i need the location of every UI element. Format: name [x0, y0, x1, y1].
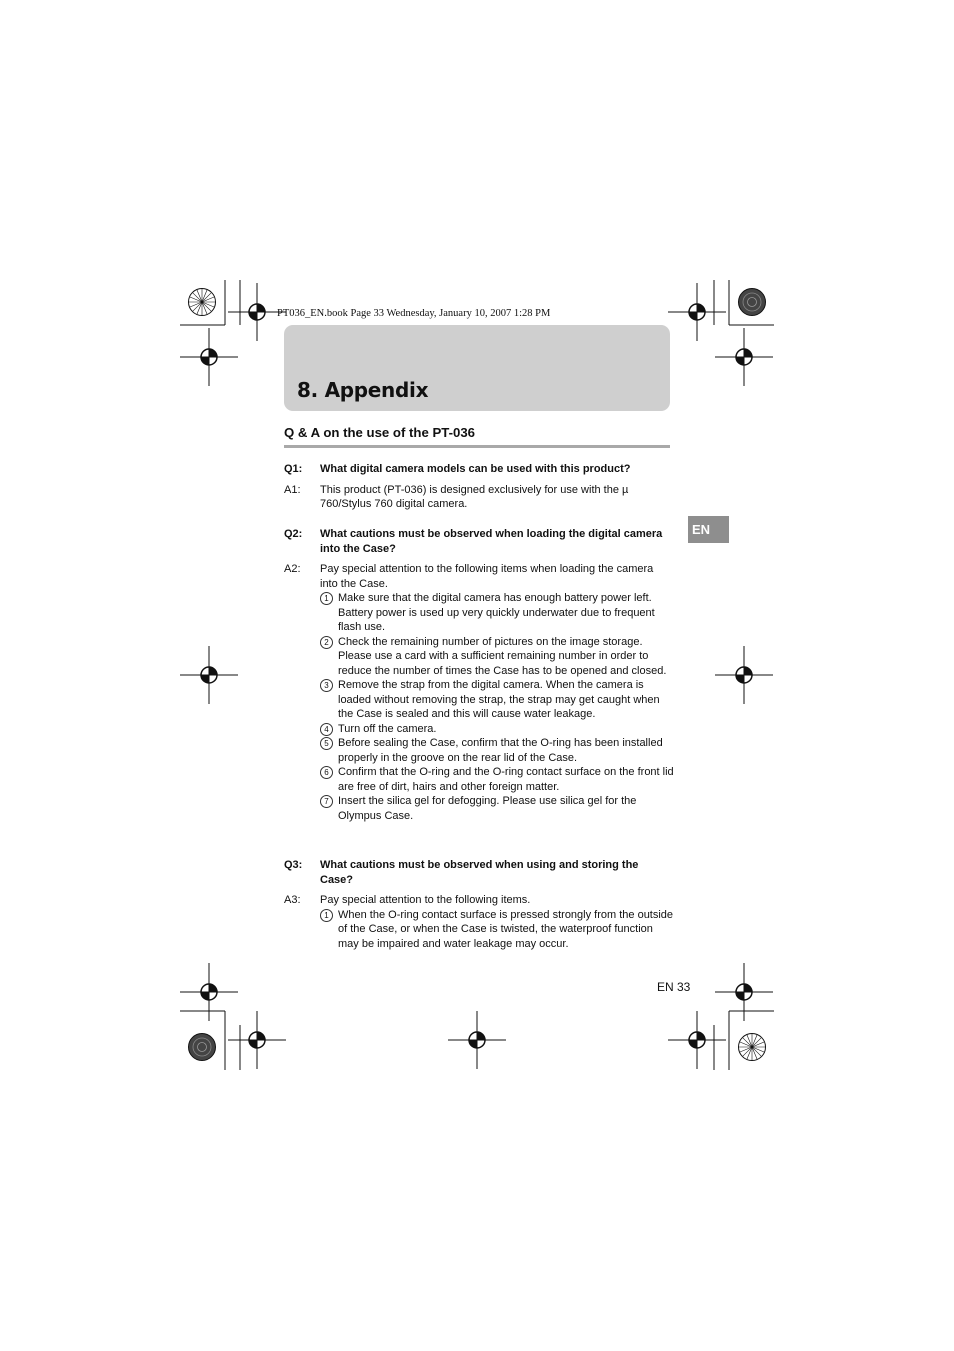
- item-number: 1: [320, 909, 333, 922]
- question-text: What cautions must be observed when using and storing the Case?: [320, 859, 639, 886]
- answer-label: A1:: [284, 483, 301, 496]
- qa-block-1: [284, 462, 674, 512]
- question-label: Q1:: [284, 463, 303, 475]
- question-text: What cautions must be observed when loading the digital camera into the Case?: [320, 528, 663, 555]
- list-item: [284, 736, 674, 765]
- language-tab: EN: [688, 516, 729, 543]
- item-text: When the O-ring contact surface is pressed strongly from the outside of the Case, or when the Case is twisted, the waterproof function may be impaired and water leakage may occur.: [338, 908, 674, 950]
- answer: [284, 893, 674, 908]
- answer-text: Pay special attention to the following items.: [320, 894, 531, 906]
- question: [284, 462, 674, 477]
- item-number: 7: [320, 795, 333, 808]
- item-text: Before sealing the Case, confirm that the O-ring has been installed properly in the groove on the rear lid of the Case.: [338, 737, 663, 764]
- item-number: 2: [320, 636, 333, 649]
- question: [284, 858, 674, 887]
- qa-block-3: [284, 858, 674, 951]
- item-number: 4: [320, 723, 333, 736]
- chapter-banner: [284, 325, 670, 411]
- list-item: [284, 591, 674, 635]
- list-item: [284, 794, 674, 823]
- item-text: Confirm that the O-ring and the O-ring contact surface on the front lid are free of dirt, hairs and other foreign matter.: [338, 766, 674, 793]
- answer: [284, 562, 674, 591]
- answer: [284, 483, 674, 512]
- qa-block-2: [284, 527, 674, 823]
- answer-label: A3:: [284, 894, 301, 906]
- item-number: 1: [320, 592, 333, 605]
- item-text: Turn off the camera.: [338, 722, 437, 735]
- section-title: Q & A on the use of the PT-036: [284, 425, 475, 440]
- item-text: Check the remaining number of pictures on the image storage. Please use a card with a sufficient remaining number in order to reduce the number of times the Case has to be opened and closed.: [338, 635, 667, 677]
- item-text: Make sure that the digital camera has enough battery power left. Battery power is used up very quickly underwater due to frequent flash use.: [338, 592, 655, 633]
- item-number: 3: [320, 679, 333, 692]
- list-item: [284, 908, 674, 952]
- question-text: What digital camera models can be used with this product?: [320, 463, 631, 475]
- chapter-title: 8. Appendix: [297, 378, 429, 402]
- book-file-header: PT036_EN.book Page 33 Wednesday, January 10, 2007 1:28 PM: [277, 308, 551, 319]
- answer-text: Pay special attention to the following items when loading the camera into the Case.: [320, 563, 654, 590]
- item-text: Remove the strap from the digital camera. When the camera is loaded without removing the strap, the strap may get caught when the Case is sealed and this will cause water leakage.: [338, 679, 660, 720]
- question-label: Q3:: [284, 859, 303, 871]
- question-label: Q2:: [284, 528, 303, 540]
- list-item: [284, 722, 674, 737]
- section-divider: [284, 445, 670, 448]
- question: [284, 527, 674, 556]
- item-number: 5: [320, 737, 333, 750]
- list-item: [284, 635, 674, 679]
- answer-text: This product (PT-036) is designed exclusively for use with the µ 760/Stylus 760 digital camera.: [320, 483, 629, 510]
- answer-label: A2:: [284, 563, 301, 575]
- page-number: EN 33: [657, 980, 691, 994]
- list-item: [284, 765, 674, 794]
- list-item: [284, 678, 674, 722]
- item-text: Insert the silica gel for defogging. Please use silica gel for the Olympus Case.: [338, 795, 637, 822]
- item-number: 6: [320, 766, 333, 779]
